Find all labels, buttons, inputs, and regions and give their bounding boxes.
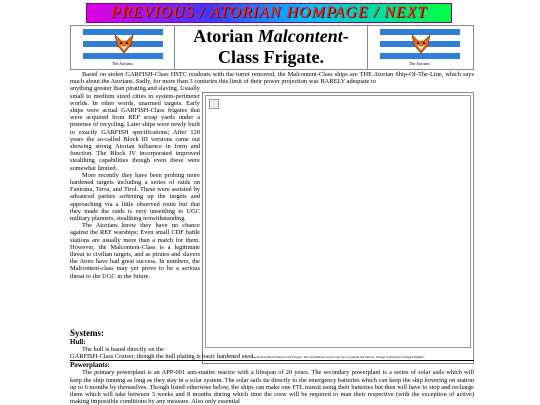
paragraph-2: More recently they have been probing more hardened targets including a series of raids on Fantoma, Terra, and Tirol. These were assisted by advanced parties softening up the targets and approaching via a little observed route but that they made the raids is very unsettling to UGC military planners, stealthing notwithstanding. bbox=[70, 171, 200, 223]
left-logo bbox=[71, 26, 175, 69]
logo-caption: The Atorians bbox=[409, 61, 430, 66]
navigation-banner[interactable] bbox=[86, 3, 452, 23]
paragraph-3: The Atorians know they have no chance against the REF warships; Even small CDF battle stations are usually more than a match for them. However, the Malcontent-Class is a legitimate threat to civilian targets, and as pirates and slavers the Ators have had great success. In numbers, the Malcontent-class may yet prove to be a serious threat to the UGC in the future. bbox=[70, 222, 200, 280]
systems-section bbox=[70, 328, 474, 405]
frigate-image bbox=[205, 95, 471, 348]
right-logo bbox=[367, 26, 471, 69]
nav-links[interactable]: PREVIOUS / ATORIAN HOMPAGE / NEXT bbox=[110, 4, 428, 21]
logo-caption: The Atorians bbox=[112, 61, 133, 66]
hull-heading: Hull: bbox=[70, 338, 86, 346]
page-header bbox=[70, 25, 474, 70]
left-column bbox=[70, 85, 200, 279]
atorian-flag-icon bbox=[83, 29, 163, 60]
paragraph-1: anything greater than pirating and slaving. Usually small to medium sized cities in system-perimeter worlds. In other words, unarmed targets. Early ships were actual GARFISH-Class frigates that were acquired from REF scrap yards under a pretense of recycling. Later ships were newly built to exactly GARFISH specifications; After 120 years the so-called Block III versions came out showing strong Atorian influence in form and function. The Block IV incorporated improved stealthing capabilities though even these were somewhat limited. bbox=[70, 85, 200, 172]
intro-paragraph: Based on stolen GARFISH-Class HSTC readouts with the turret removed, the Malcontent-Class ships are THE Atorian Ship-Of-The-Line, which says much about the Atorians. Sadly, for more than 3 centuries this limit of their power projection was BARELY adequate to bbox=[70, 71, 474, 86]
page-title: Atorian Malcontent-Class Frigate. bbox=[193, 26, 349, 67]
fox-emblem-icon bbox=[113, 33, 135, 55]
fox-emblem-icon bbox=[410, 33, 432, 55]
atorian-flag-icon bbox=[380, 29, 460, 60]
powerplants-heading: Powerplants: bbox=[70, 361, 110, 370]
powerplants-text: The primary powerplant is an APP-001 anti-matter reactor with a lifespan of 20 years. The secondary powerplant is a series of solar sails which will keep the ship running as long as they stay in a solar system. The solar sails tie directly to the emergency batteries which can keep the ship hovering on station up to 6 months by themselves. Though listed otherwise below, the ships can make one FTL transit using their batteries but then will have to stop and recharge them which will take between 3 weeks and 8 months during which time the crew will be required to man their respective (with the exception of active) making impossible conditions by any measure. Also only essential bbox=[70, 369, 474, 405]
systems-heading: Systems: bbox=[70, 328, 104, 338]
article-body bbox=[70, 71, 474, 405]
hull-text-a: The hull is based directly on the bbox=[82, 346, 164, 353]
figure-caption: An Atorian Malcontent-Class Frigate. The resemblance isn't even try to pretend the history, though styling has changed slightly. bbox=[251, 354, 425, 359]
broken-image-icon bbox=[209, 99, 219, 109]
hull-text-b: GARFISH-Class Cruiser, though the hull plating is basic hardened steel. bbox=[70, 353, 256, 361]
frigate-image-frame bbox=[202, 92, 474, 364]
